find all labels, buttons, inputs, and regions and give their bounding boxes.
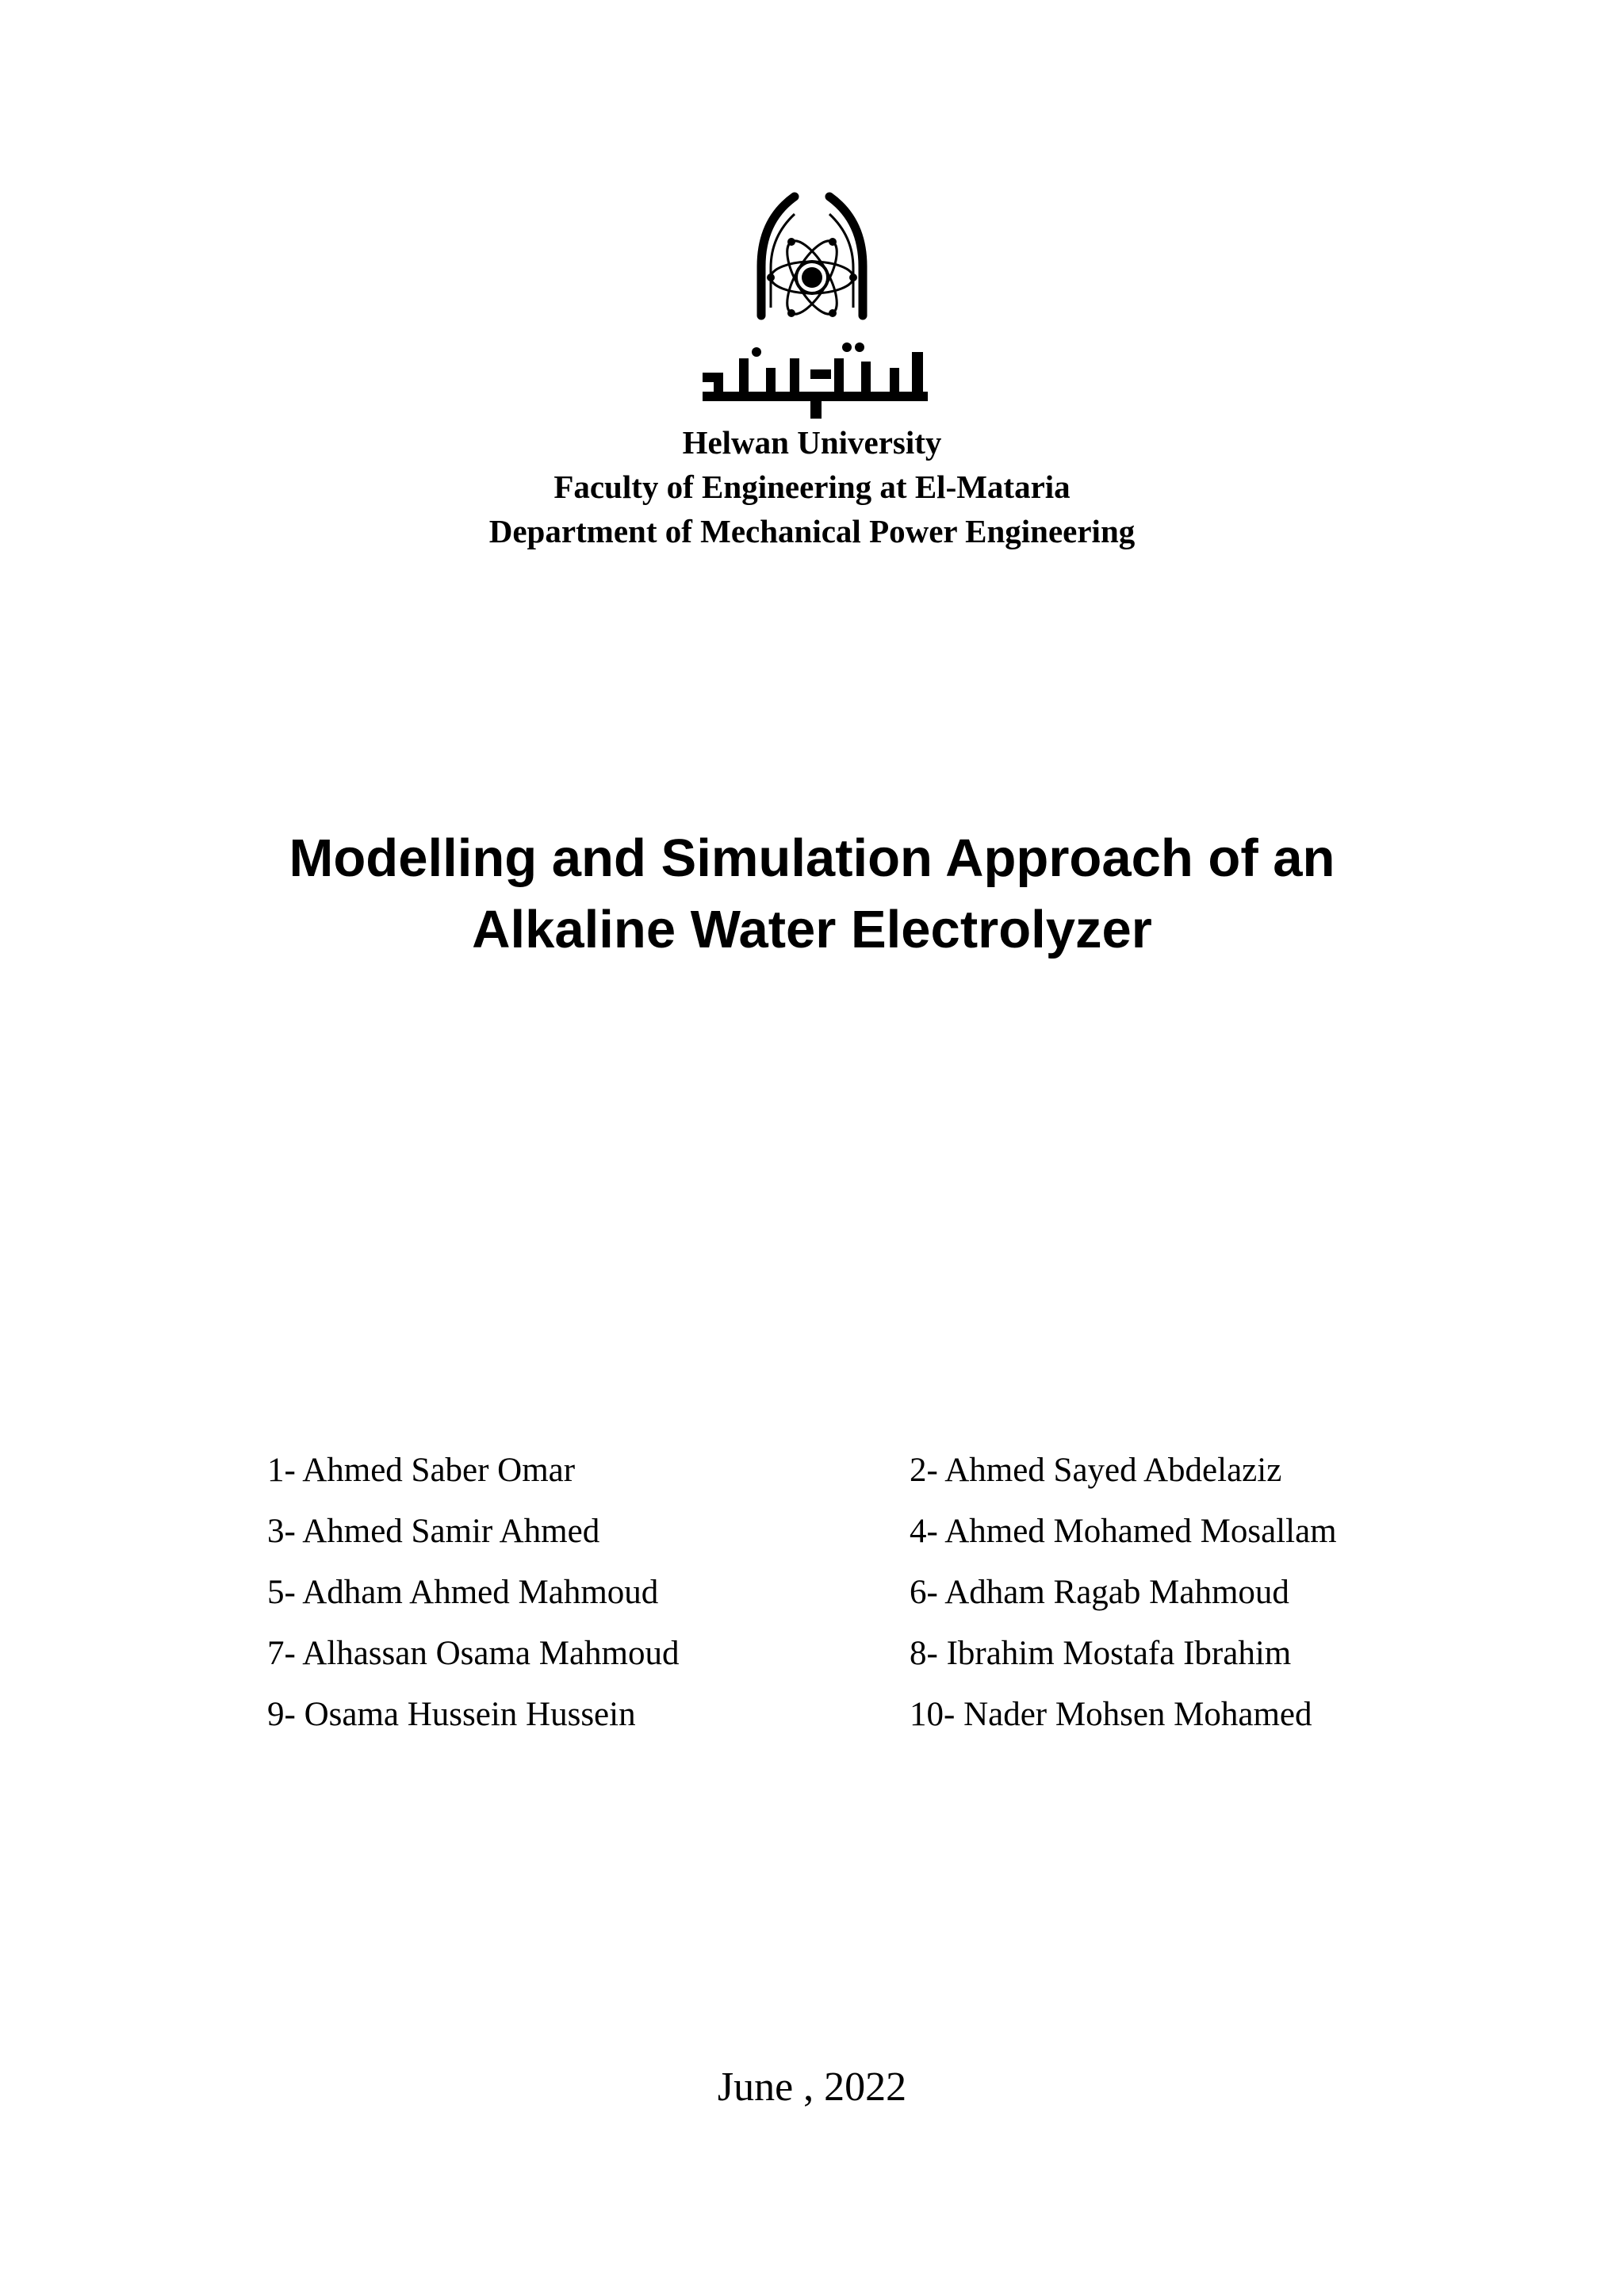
author-name: 2- Ahmed Sayed Abdelaziz	[910, 1452, 1282, 1489]
author-name: 4- Ahmed Mohamed Mosallam	[910, 1513, 1337, 1550]
institution-header	[0, 420, 1624, 553]
author-name: 5- Adham Ahmed Mahmoud	[267, 1574, 659, 1611]
author-row	[267, 1509, 1417, 1570]
faculty-name: Faculty of Engineering at El-Mataria	[553, 469, 1071, 505]
department-name: Department of Mechanical Power Engineering	[488, 513, 1136, 549]
authors-list	[267, 1448, 1417, 1753]
author-row	[267, 1692, 1417, 1753]
document-title	[0, 823, 1624, 966]
university-name: Helwan University	[682, 424, 942, 461]
university-logo	[691, 189, 933, 420]
document-date: June , 2022	[717, 2064, 907, 2110]
author-name: 3- Ahmed Samir Ahmed	[267, 1513, 600, 1550]
helwan-university-logo-icon	[691, 189, 933, 420]
author-row	[267, 1631, 1417, 1692]
title-line-1: Modelling and Simulation Approach of an	[289, 828, 1335, 888]
author-name: 7- Alhassan Osama Mahmoud	[267, 1635, 680, 1672]
author-name: 10- Nader Mohsen Mohamed	[910, 1696, 1312, 1733]
author-name: 1- Ahmed Saber Omar	[267, 1452, 576, 1489]
author-name: 8- Ibrahim Mostafa Ibrahim	[910, 1635, 1292, 1672]
author-name: 6- Adham Ragab Mahmoud	[910, 1574, 1289, 1611]
author-row	[267, 1570, 1417, 1631]
title-line-2: Alkaline Water Electrolyzer	[472, 900, 1152, 959]
author-name: 9- Osama Hussein Hussein	[267, 1696, 636, 1733]
author-row	[267, 1448, 1417, 1509]
